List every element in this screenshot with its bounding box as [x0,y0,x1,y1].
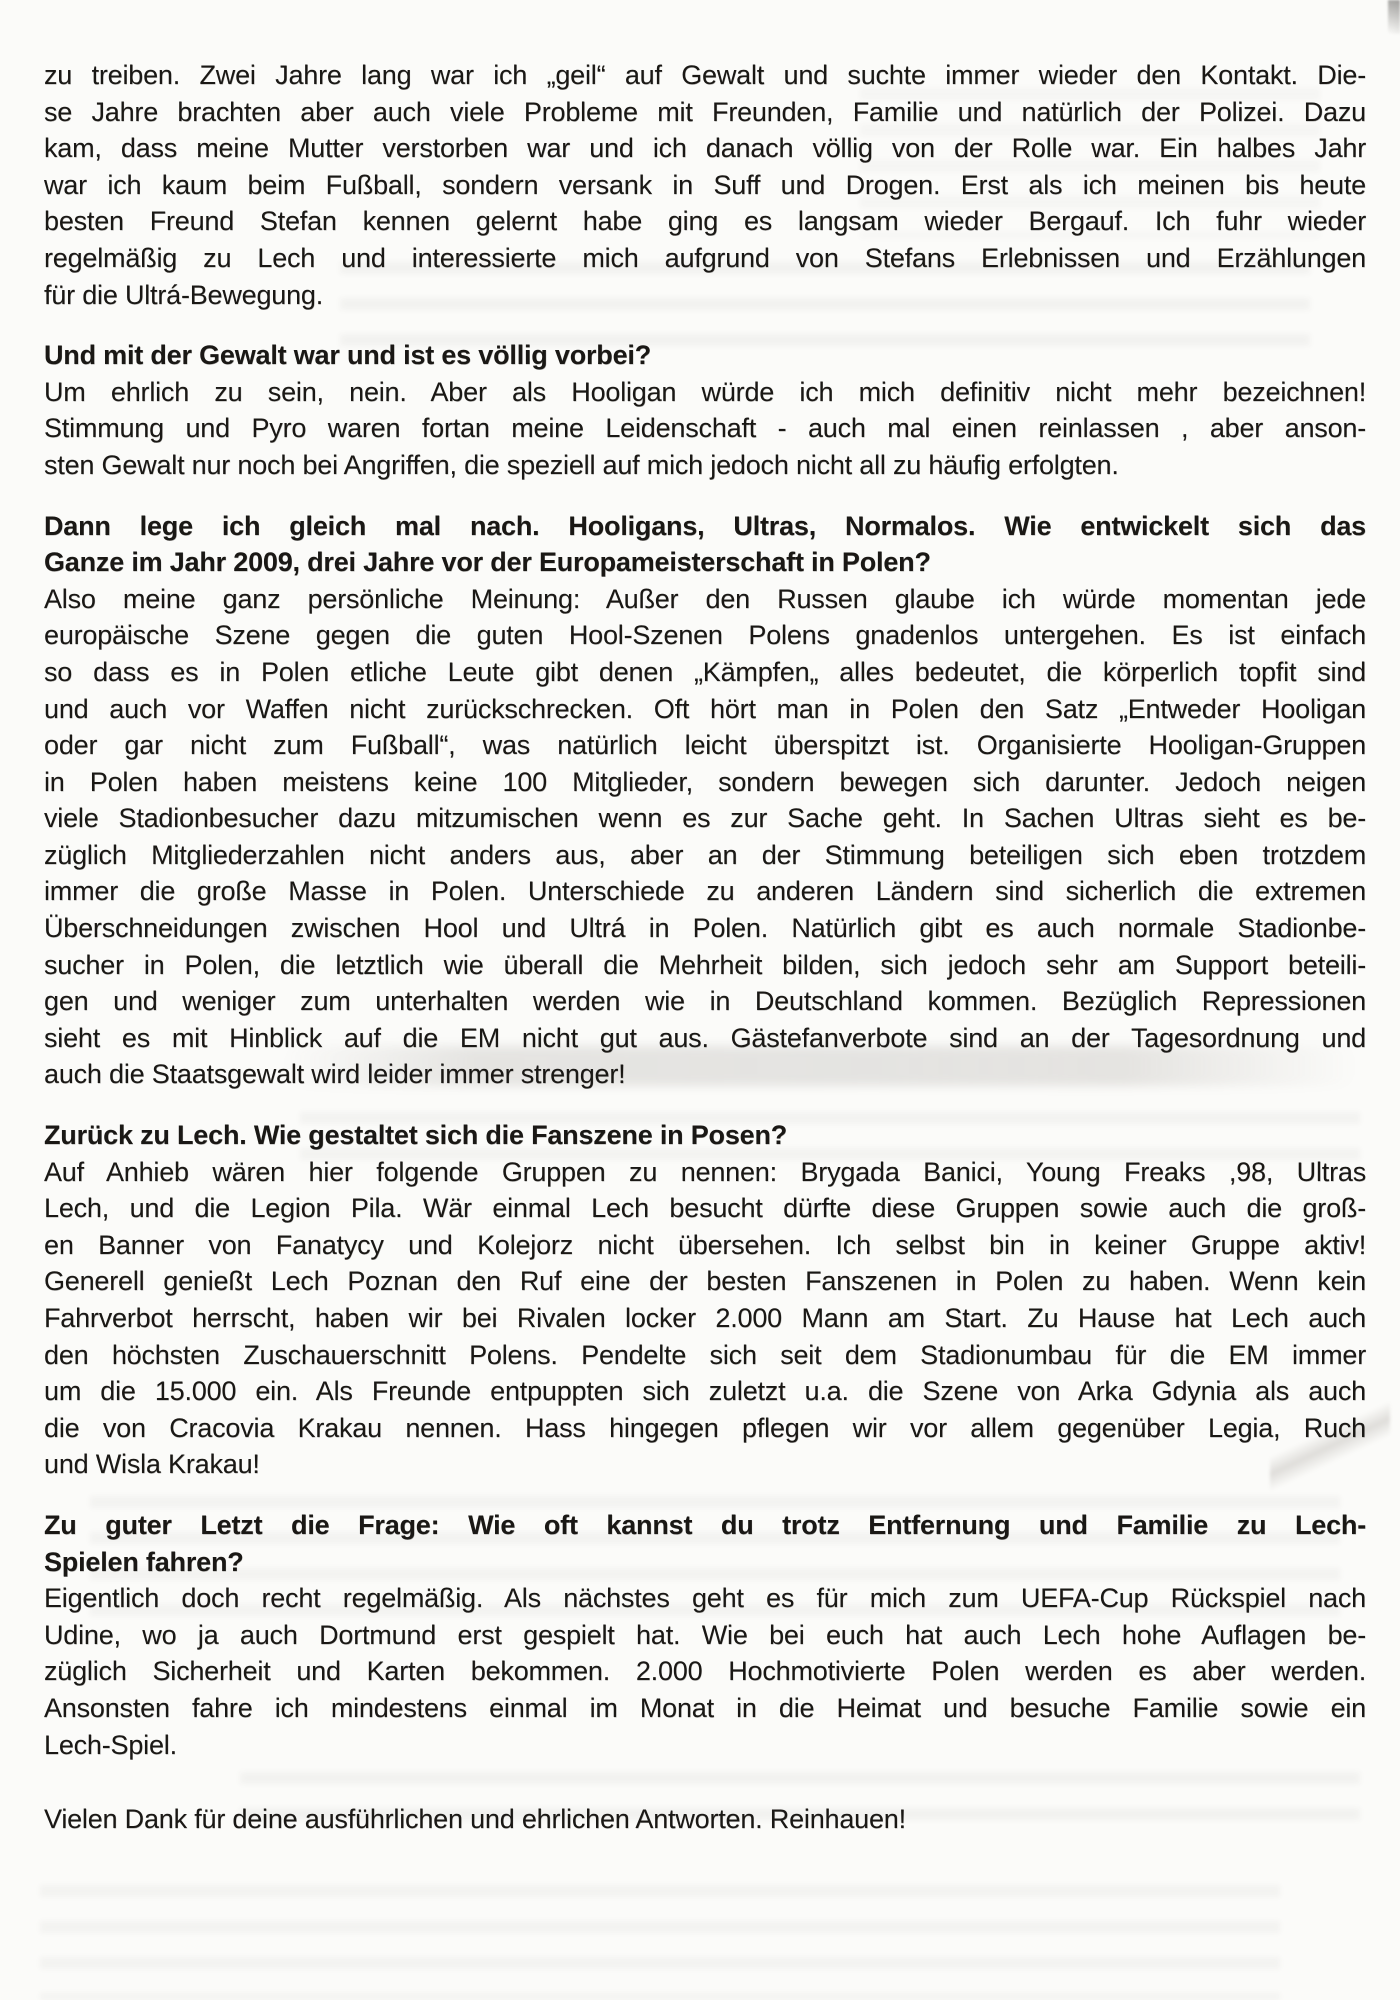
answer-paragraph [44,57,1366,313]
answer-line: Eigentlich doch recht regelmäßig. Als nächstes geht es für mich zum UEFA-Cup Rückspiel nach [44,1583,1366,1614]
answer-line: Udine, wo ja auch Dortmund erst gespielt hat. Wie bei euch hat auch Lech hohe Auflagen be- [44,1619,1366,1650]
answer-line: regelmäßig zu Lech und interessierte mich aufgrund von Stefans Erlebnissen und Erzählungen [44,242,1366,273]
answer-line: immer die große Masse in Polen. Unterschiede zu anderen Ländern sind sicherlich die extremen [44,876,1366,907]
question-line: Dann lege ich gleich mal nach. Hooligans, Ultras, Normalos. Wie entwickelt sich das [44,510,1366,541]
answer-line: Also meine ganz persönliche Meinung: Außer den Russen glaube ich würde momentan jede [44,583,1366,614]
answer-line: sucher in Polen, die letztlich wie überall die Mehrheit bilden, sich jedoch sehr am Support beteili- [44,949,1366,980]
answer-line: Fahrverbot herrscht, haben wir bei Rivalen locker 2.000 Mann am Start. Zu Hause hat Lech auch [44,1303,1366,1333]
answer-line: oder gar nicht zum Fußball“, was natürlich leicht überspitzt ist. Organisierte Hooligan-Gruppen [44,730,1366,761]
question-heading [44,508,1366,581]
scan-edge-mark [1388,0,1400,34]
question-line: Und mit der Gewalt war und ist es völlig vorbei? [44,340,652,371]
answer-line: europäische Szene gegen die guten Hool-Szenen Polens gnadenlos untergehen. Es ist einfach [44,620,1366,651]
answer-line: für die Ultrá-Bewegung. [44,279,324,310]
interview-text [44,57,1366,1838]
question-line: Ganze im Jahr 2009, drei Jahre vor der Europameisterschaft in Polen? [44,547,931,578]
answer-line: Lech, und die Legion Pila. Wär einmal Lech besucht dürfte diese Gruppen sowie auch die groß- [44,1193,1366,1224]
answer-line: Lech-Spiel. [44,1729,177,1760]
answer-line: se Jahre brachten aber auch viele Probleme mit Freunden, Familie und natürlich der Polizei. Dazu [44,96,1366,127]
answer-line: und auch vor Waffen nicht zurückschrecken. Oft hört man in Polen den Satz „Entweder Hooligan [44,693,1366,724]
question-heading [44,337,1366,374]
question-line: Zu guter Letzt die Frage: Wie oft kannst du trotz Entfernung und Familie zu Lech- [44,1509,1366,1540]
answer-paragraph [44,1154,1366,1483]
answer-line: besten Freund Stefan kennen gelernt habe ging es langsam wieder Bergauf. Ich fuhr wieder [44,206,1366,237]
answer-paragraph [44,581,1366,1093]
answer-line: sieht es mit Hinblick auf die EM nicht gut aus. Gästefanverbote sind an der Tagesordnung und [44,1022,1366,1053]
answer-line: kam, dass meine Mutter verstorben war und ich danach völlig von der Rolle war. Ein halbes Jahr [44,133,1366,164]
answer-line: die von Cracovia Krakau nennen. Hass hingegen pflegen wir vor allem gegenüber Legia, Ruch [44,1412,1366,1443]
answer-line: Auf Anhieb wären hier folgende Gruppen zu nennen: Brygada Banici, Young Freaks ,98, Ultras [44,1156,1366,1187]
answer-line: zu treiben. Zwei Jahre lang war ich „geil“ auf Gewalt und suchte immer wieder den Kontakt. Die- [44,60,1366,90]
answer-line: en Banner von Fanatycy und Kolejorz nicht übersehen. Ich selbst bin in keiner Gruppe aktiv! [44,1229,1366,1260]
answer-line: Ansonsten fahre ich mindestens einmal im Monat in die Heimat und besuche Familie sowie ein [44,1692,1366,1723]
answer-line: Generell genießt Lech Poznan den Ruf eine der besten Fanszenen in Polen zu haben. Wenn kein [44,1266,1366,1297]
question-heading [44,1117,1366,1154]
answer-paragraph [44,374,1366,484]
answer-line: in Polen haben meistens keine 100 Mitglieder, sondern bewegen sich darunter. Jedoch neigen [44,766,1366,797]
question-heading [44,1507,1366,1580]
answer-line: und Wisla Krakau! [44,1449,260,1480]
answer-line: Überschneidungen zwischen Hool und Ultrá in Polen. Natürlich gibt es auch normale Stadionbe- [44,913,1366,944]
bleed-through-artifact [40,1885,1280,2000]
answer-line: viele Stadionbesucher dazu mitzumischen wenn es zur Sache geht. In Sachen Ultras sieht es be- [44,803,1366,834]
answer-line: Um ehrlich zu sein, nein. Aber als Hooligan würde ich mich definitiv nicht mehr bezeichnen! [44,376,1366,407]
answer-line: Stimmung und Pyro waren fortan meine Leidenschaft - auch mal einen reinlassen , aber anson- [44,413,1366,444]
question-line: Spielen fahren? [44,1546,244,1577]
answer-paragraph [44,1580,1366,1763]
answer-line: den höchsten Zuschauerschnitt Polens. Pendelte sich seit dem Stadionumbau für die EM immer [44,1339,1366,1370]
answer-line: gen und weniger zum unterhalten werden wie in Deutschland kommen. Bezüglich Repressionen [44,986,1366,1017]
answer-line: züglich Sicherheit und Karten bekommen. 2.000 Hochmotivierte Polen werden es aber werden. [44,1656,1366,1687]
closing-line: Vielen Dank für deine ausführlichen und ehrlichen Antworten. Reinhauen! [44,1804,906,1835]
answer-line: so dass es in Polen etliche Leute gibt denen „Kämpfen„ alles bedeutet, die körperlich topfit sind [44,656,1366,687]
answer-line: um die 15.000 ein. Als Freunde entpuppten sich zuletzt u.a. die Szene von Arka Gdynia als auch [44,1376,1366,1407]
closing-line [44,1801,1366,1838]
answer-line: auch die Staatsgewalt wird leider immer strenger! [44,1059,626,1090]
answer-line: sten Gewalt nur noch bei Angriffen, die speziell auf mich jedoch nicht all zu häufig erfolgten. [44,449,1119,480]
answer-line: war ich kaum beim Fußball, sondern versank in Suff und Drogen. Erst als ich meinen bis heute [44,169,1366,200]
question-line: Zurück zu Lech. Wie gestaltet sich die Fanszene in Posen? [44,1120,788,1151]
answer-line: züglich Mitgliederzahlen nicht anders aus, aber an der Stimmung beteiligen sich eben trotzdem [44,839,1366,870]
